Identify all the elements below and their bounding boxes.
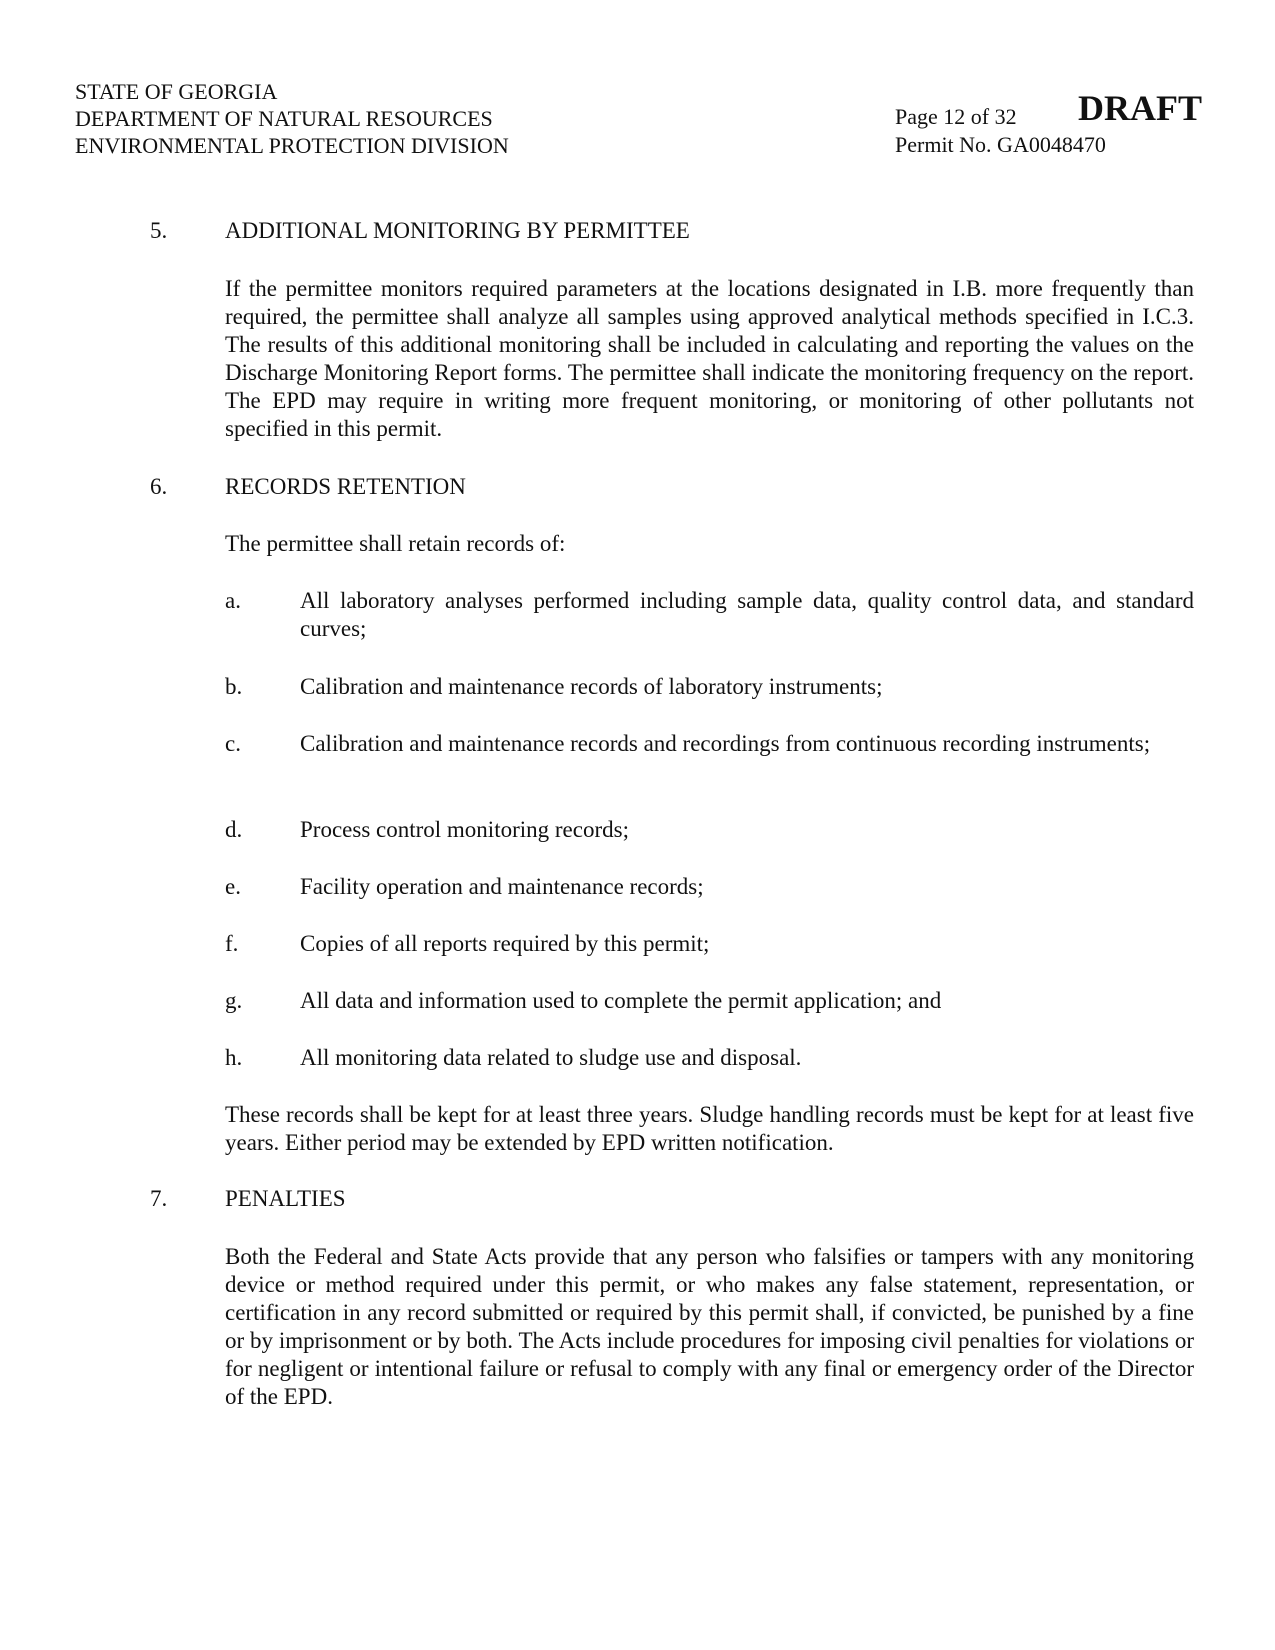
section-5-title: ADDITIONAL MONITORING BY PERMITTEE — [225, 218, 690, 243]
list-item-text: All monitoring data related to sludge use and disposal. — [300, 1045, 802, 1070]
page-info — [895, 103, 1106, 159]
permit-number: Permit No. GA0048470 — [895, 132, 1106, 157]
section-6-title: RECORDS RETENTION — [225, 474, 466, 499]
section-7-body: Both the Federal and State Acts provide that any person who falsifies or tampers with any monitoring device or method required under this permit, or who makes any false statement, representation, or certification in any record submitted or required by this permit shall, if convicted, be punished by a fine or by imprisonment or by both. The Acts include procedures for imposing civil penalties for violations or for negligent or intentional failure or refusal to comply with any final or emergency order of the Director of the EPD. — [225, 1244, 1194, 1409]
section-6-intro: The permittee shall retain records of: — [225, 531, 566, 556]
draft-stamp: DRAFT — [1078, 88, 1202, 128]
list-item-letter: g. — [225, 988, 243, 1013]
list-item-text: Facility operation and maintenance records; — [300, 874, 704, 899]
list-item-letter: c. — [225, 731, 241, 756]
list-item-letter: e. — [225, 874, 241, 899]
section-7-title: PENALTIES — [225, 1186, 346, 1211]
section-5-number: 5. — [150, 218, 168, 243]
page-number: Page 12 of 32 — [895, 104, 1017, 129]
list-item-text: Process control monitoring records; — [300, 817, 629, 842]
list-item-text: All data and information used to complete the permit application; and — [300, 988, 942, 1013]
section-7-number: 7. — [150, 1186, 168, 1211]
list-item-text: Copies of all reports required by this permit; — [300, 931, 710, 956]
agency-line-state: STATE OF GEORGIA — [75, 79, 278, 104]
list-item-letter: d. — [225, 817, 243, 842]
list-item-text: All laboratory analyses performed including sample data, quality control data, and standard curves; — [300, 588, 1194, 641]
agency-header — [75, 78, 509, 159]
section-6-number: 6. — [150, 474, 168, 499]
section-6-closing: These records shall be kept for at least three years. Sludge handling records must be kept for at least five years. Either period may be extended by EPD written notification. — [225, 1102, 1194, 1155]
agency-line-department: DEPARTMENT OF NATURAL RESOURCES — [75, 106, 493, 131]
list-item-letter: h. — [225, 1045, 243, 1070]
list-item-text: Calibration and maintenance records and recordings from continuous recording instruments; — [300, 731, 1151, 756]
agency-line-division: ENVIRONMENTAL PROTECTION DIVISION — [75, 133, 509, 158]
section-5-body: If the permittee monitors required parameters at the locations designated in I.B. more frequently than required, the permittee shall analyze all samples using approved analytical methods specified in I.C.3. The results of this additional monitoring shall be included in calculating and reporting the values on the Discharge Monitoring Report forms. The permittee shall indicate the monitoring frequency on the report. The EPD may require in writing more frequent monitoring, or monitoring of other pollutants not specified in this permit. — [225, 276, 1194, 441]
list-item-letter: f. — [225, 931, 239, 956]
list-item-letter: a. — [225, 588, 241, 613]
list-item-text: Calibration and maintenance records of laboratory instruments; — [300, 674, 883, 699]
list-item-letter: b. — [225, 674, 243, 699]
